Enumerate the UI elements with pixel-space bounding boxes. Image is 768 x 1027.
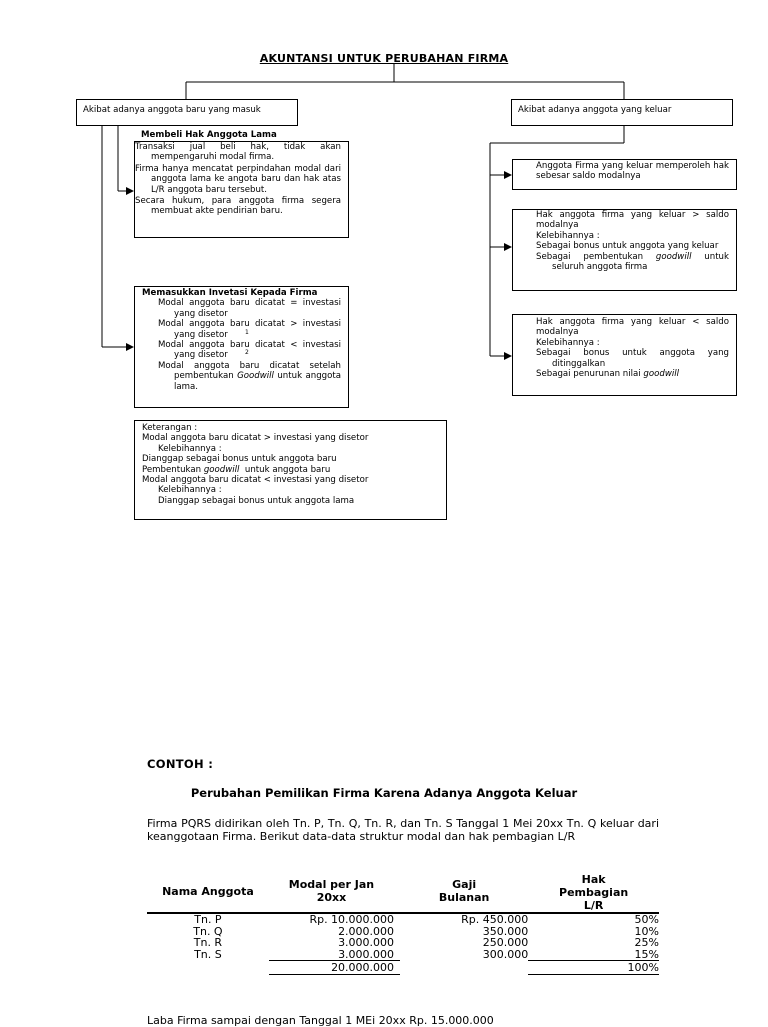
note-line-6: Modal anggota baru dicatat < investasi yang disetor (142, 475, 369, 486)
total-modal: 20.000.000 (269, 961, 400, 975)
cell-hak: 10% (634, 924, 659, 938)
note-line-2: Modal anggota baru dicatat > investasi yang disetor (142, 433, 369, 444)
buy-item-3: Secara hukum, para anggota firma segera membuat akte pendirian baru. (135, 196, 341, 217)
invest-item-2-wrap (158, 319, 341, 340)
note-line-8: Dianggap sebagai bonus untuk anggota lama (158, 495, 355, 506)
table-total-row (147, 961, 659, 975)
right-box-3-line-3: Sebagai bonus untuk anggota yang ditinggalkan (536, 348, 729, 369)
right-box-3-line-4: Sebagai penurunan nilai goodwill (536, 369, 680, 380)
cell-gaji: Rp. 450.000 (461, 913, 529, 926)
total-gaji (400, 961, 528, 975)
invest-item-1: Modal anggota baru dicatat = investasi yang disetor (158, 298, 341, 319)
note-line-3: Kelebihannya : (158, 443, 222, 454)
invest-heading: Memasukkan Invetasi Kepada Firma (142, 288, 318, 298)
table-header-row (147, 873, 659, 913)
cell-hak: 15% (528, 949, 659, 961)
cell-modal: 2.000.000 (338, 924, 395, 938)
left-branch-box (76, 99, 298, 126)
right-branch-label: Akibat adanya anggota yang keluar (518, 105, 672, 115)
buy-item-1: Transaksi jual beli hak, tidak akan mempengaruhi modal firma. (135, 142, 341, 163)
cell-gaji: 300.000 (482, 947, 529, 961)
note-line-5: Pembentukan goodwill untuk anggota baru (142, 464, 331, 475)
header-gaji: Gaji Bulanan (438, 878, 490, 904)
cell-hak: 25% (634, 936, 659, 949)
cell-modal: Rp. 10.000.000 (309, 913, 395, 926)
invest-item-2: Modal anggota baru dicatat > investasi yang disetor (158, 319, 341, 340)
cell-name: Tn. R (193, 936, 223, 949)
buy-heading: Membeli Hak Anggota Lama (141, 130, 277, 140)
buy-box (134, 141, 349, 238)
invest-item-4: Modal anggota baru dicatat setelah pembentukan Goodwill untuk anggota lama. (158, 360, 341, 392)
right-box-2-line-4: Sebagai pembentukan goodwill untuk seluruh anggota firma (536, 251, 729, 273)
example-paragraph: Firma PQRS didirikan oleh Tn. P, Tn. Q, Tn. R, dan Tn. S Tanggal 1 Mei 20xx Tn. Q keluar dari keanggotaan Firma. Berikut data-data struktur modal dan hak pembagian L/R (147, 817, 659, 843)
left-branch-label: Akibat adanya anggota baru yang masuk (83, 105, 261, 115)
cell-name: Tn. Q (193, 924, 223, 938)
right-box-2-line-2: Kelebihannya : (536, 230, 600, 241)
invest-item-3-wrap (158, 340, 341, 361)
header-hak: Hak Pembagian L/R (559, 873, 629, 912)
page-title: AKUNTANSI UNTUK PERUBAHAN FIRMA (259, 52, 509, 65)
cell-gaji: 250.000 (482, 936, 529, 949)
right-box-2-line-1: Hak anggota firma yang keluar > saldo modalnya (536, 210, 729, 231)
table-row (147, 937, 659, 949)
right-box-2 (512, 209, 737, 291)
right-box-3-line-2: Kelebihannya : (536, 337, 600, 348)
invest-item-3: Modal anggota baru dicatat < investasi yang disetor (158, 340, 341, 361)
cell-modal: 3.000.000 (269, 949, 400, 961)
total-hak: 100% (528, 961, 659, 975)
note-box (134, 420, 447, 520)
cell-name: Tn. S (194, 947, 222, 961)
right-box-3 (512, 314, 737, 396)
cell-name: Tn. P (194, 913, 222, 926)
header-nama-anggota: Nama Anggota (162, 885, 254, 898)
capital-table (147, 873, 659, 975)
note-line-7: Kelebihannya : (158, 485, 222, 496)
table-row (147, 926, 659, 938)
table-row (147, 913, 659, 926)
note-line-4: Dianggap sebagai bonus untuk anggota baru (142, 454, 337, 465)
total-name (147, 961, 269, 975)
cell-gaji: 350.000 (482, 924, 529, 938)
invest-box (134, 286, 349, 408)
example-label: CONTOH : (147, 757, 214, 771)
table-row (147, 949, 659, 961)
example-title: Perubahan Pemilikan Firma Karena Adanya Anggota Keluar (190, 786, 578, 800)
cell-hak: 50% (634, 913, 659, 926)
header-modal: Modal per Jan 20xx (288, 878, 375, 904)
right-box-1 (512, 159, 737, 190)
invest-sup-1: 1 (245, 329, 249, 337)
right-branch-box (511, 99, 733, 126)
cell-modal: 3.000.000 (338, 936, 395, 949)
buy-item-2: Firma hanya mencatat perpindahan modal dari anggota lama ke angota baru dan hak atas L/R anggota baru tersebut. (135, 163, 341, 195)
profit-footer: Laba Firma sampai dengan Tanggal 1 MEi 20xx Rp. 15.000.000 (147, 1014, 494, 1027)
note-line-1: Keterangan : (142, 423, 198, 433)
invest-sup-2: 2 (245, 349, 249, 357)
right-box-2-line-3: Sebagai bonus untuk anggota yang keluar (536, 241, 719, 252)
right-box-3-line-1: Hak anggota firma yang keluar < saldo modalnya (536, 317, 729, 338)
right-box-1-text: Anggota Firma yang keluar memperoleh hak sebesar saldo modalnya (536, 161, 729, 182)
